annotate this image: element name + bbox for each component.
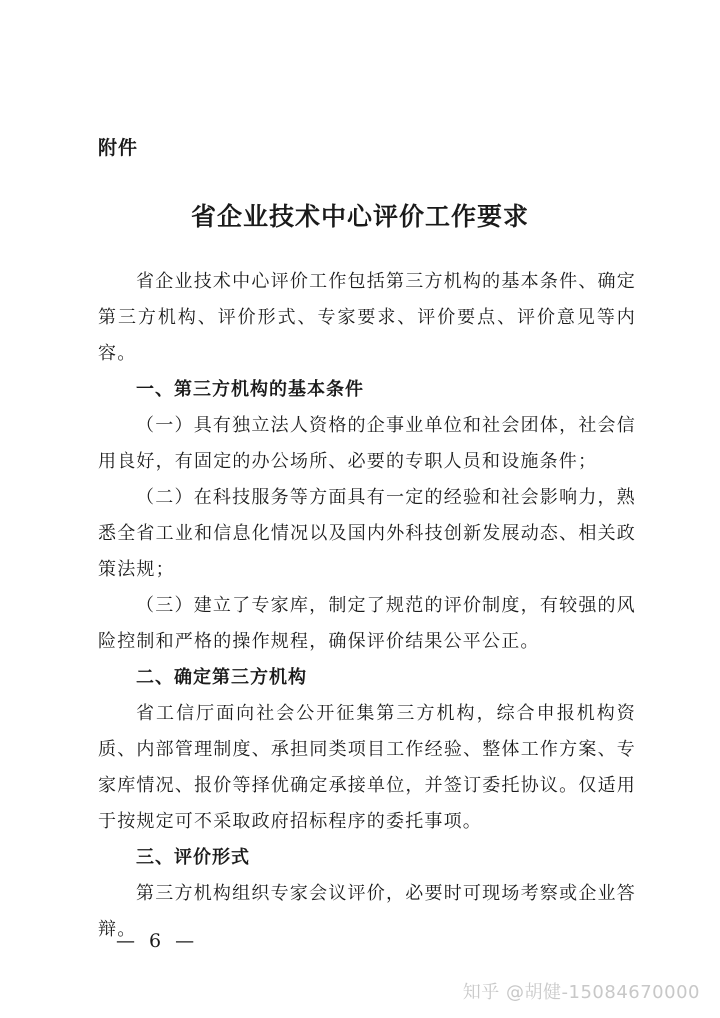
section-heading-2: 二、确定第三方机构 — [136, 667, 307, 688]
condition-item-1: （一）具有独立法人资格的企事业单位和社会团体，社会信用良好，有固定的办公场所、必要的专职人员和设施条件； — [98, 415, 636, 472]
document-title: 省企业技术中心评价工作要求 — [190, 202, 529, 231]
document-body — [98, 264, 636, 948]
intro-paragraph: 省企业技术中心评价工作包括第三方机构的基本条件、确定第三方机构、评价形式、专家要求、评价要点、评价意见等内容。 — [98, 271, 636, 364]
watermark: 知乎 @胡健-15084670000 — [462, 982, 700, 1003]
attachment-label: 附件 — [98, 137, 139, 159]
evaluation-form-paragraph: 第三方机构组织专家会议评价，必要时可现场考察或企业答辩。 — [98, 883, 636, 940]
page-number: — 6 — — [116, 930, 199, 952]
selection-paragraph: 省工信厅面向社会公开征集第三方机构，综合申报机构资质、内部管理制度、承担同类项目工作经验、整体工作方案、专家库情况、报价等择优确定承接单位，并签订委托协议。仅适用于按规定可不采取政府招标程序的委托事项。 — [98, 703, 636, 832]
section-heading-3: 三、评价形式 — [136, 847, 250, 868]
condition-item-3: （三）建立了专家库，制定了规范的评价制度，有较强的风险控制和严格的操作规程，确保评价结果公平公正。 — [98, 595, 636, 652]
condition-item-2: （二）在科技服务等方面具有一定的经验和社会影响力，熟悉全省工业和信息化情况以及国内外科技创新发展动态、相关政策法规； — [98, 487, 636, 580]
section-heading-1: 一、第三方机构的基本条件 — [136, 379, 364, 400]
